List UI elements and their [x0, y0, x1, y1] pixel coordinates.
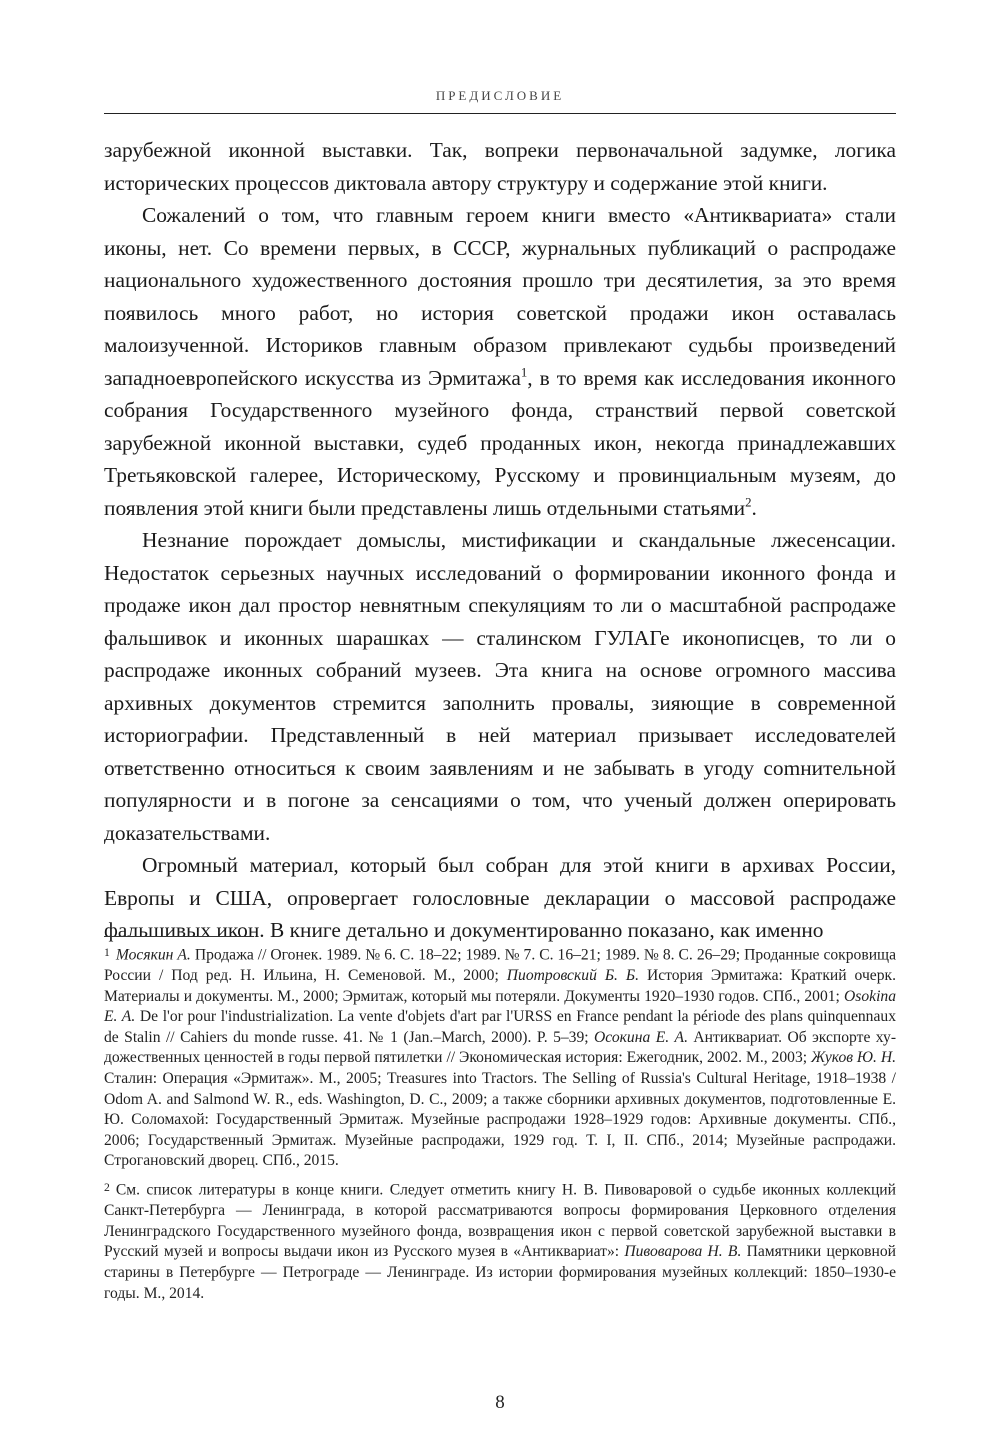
footnote-1-author-4: Осокина Е. А. — [594, 1028, 688, 1046]
page-number: 8 — [495, 1392, 505, 1413]
footnote-1-author-1: Мосякин А. — [115, 946, 191, 964]
header-rule — [104, 113, 896, 114]
paragraph-4: Огромный материал, который был собран для этой книги в архивах России, Европы и США, опровергает голословные декларации о массовой распродаже фальшивых икон. В книге детально и документированно показано, как именно — [104, 853, 896, 942]
footnote-2-text-2: Памятники церковной старины в Петербурге — Петрограде — Ленинграде. Из истории формирования музейных коллекций: 1850–1930-е годы. М., 2014. — [104, 1243, 896, 1302]
paragraph-1: зарубежной иконной выставки. Так, вопреки первоначальной задумке, логика исторических процессов диктовала автору структуру и содержание этой книги. — [104, 138, 896, 195]
footnote-1-author-2: Пиотровский Б. Б. — [506, 967, 639, 985]
paragraph-3: Незнание порождает домыслы, мистификации и скандальные лжесенсации. Недостаток серьезных научных исследований о формировании иконного фонда и продаже икон дал простор невнятным спекуляциям то ли о масштабной распродаже фальшивок и иконных шарашках — сталинском ГУЛАГе иконописцев, то ли о распродаже иконных собраний музеев. Эта книга на основе огромного массива архивных документов стремится заполнить провалы, зияющие в современной историографии. Представленный в ней материал призывает исследователей ответственно относиться к своим заявлениям и не забывать в угоду соmнительной популярности и в погоне за сенсациями о том, что ученый должен оперировать доказательствами. — [104, 528, 896, 845]
paragraph-2-part-b: , в то время как исследования иконного собрания Государственного музейного фонда, странствий первой советской зарубежной иконной выставки, судеб проданных икон, некогда принадлежавших Третьяковской галерее, Историческому, Русскому и провинциальным музеям, до появления этой книги были представлены лишь отдельными статьями — [104, 365, 896, 520]
footnote-1-text-4: Антиквариат. Об экспорте художественных ценностей в годы первой пятилетки // Экономическая история: Ежегодник, 2002. М., 2003; — [104, 1028, 897, 1067]
footnote-ref-1[interactable]: 1 — [520, 365, 528, 380]
footnote-2-text-1: См. список литературы в конце книги. Следует отметить книгу Н. В. Пивоваровой о судьбе иконных коллекций Санкт-Петербурга — Ленинграда, в которой рассматриваются вопросы формирования Церковного отделения Ленинградского Государственного музейного фонда, возвращения икон с первой советской зарубежной выставки в Русский музей и вопросы выдачи икон из Русского музея в «Антиквариат»: — [104, 1181, 896, 1261]
footnote-2-author-1: Пивоварова Н. В. — [624, 1243, 742, 1261]
footnote-2-number: 2 — [104, 1181, 110, 1195]
footnote-1-author-5: Жуков Ю. Н. — [811, 1049, 896, 1067]
running-header: ПРЕДИСЛОВИЕ — [435, 88, 565, 103]
paragraph-2 — [104, 199, 896, 524]
footnote-1-author-3: Osokina E. A. — [104, 987, 896, 1026]
footnote-1-text-1: Продажа // Огонек. 1989. № 6. С. 18–22; 1989. № 7. С. 16–21; 1989. № 8. С. 26–29; Проданные сокровища России / Под ред. Н. Ильина, Н. Семеновой. М., 2000; — [104, 946, 896, 985]
paragraph-2-part-c: . — [751, 495, 757, 520]
main-text — [104, 134, 896, 947]
footnote-1-number: 1 — [104, 946, 110, 959]
footnote-1-text-2: История Эрмитажа: Краткий очерк. Материалы и документы. М., 2000; Эрмитаж, который мы потеряли. Документы 1920–1930 годов. СПб., 2001; — [104, 967, 896, 1005]
footnote-1-text-5: Сталин: Операция «Эрмитаж». М., 2005; Treasures into Tractors. The Selling of Russia's Cultural Heritage, 1918–1938 / Odom A. and Salmond W. R., eds. Washington, D. C., 2009; а также сборники архивных документов, подготовленные Е. Ю. Соломахой: Государственный Эрмитаж. Музейные распродажи 1928–1929 годов: Архивные документы. СПб., 2006; Государственный Эрмитаж. Музейные распродажи, 1929 год. Т. I, II. СПб., 2014; Музейные распродажи. Строгановский дворец. СПб., 2015. — [104, 1070, 896, 1170]
footnotes — [104, 943, 896, 1310]
footnote-rule — [104, 936, 254, 937]
footnote-ref-2[interactable]: 2 — [745, 495, 752, 510]
paragraph-2-part-a: Сожалений о том, что главным героем книги вместо «Антиквариата» стали иконы, нет. Со времени первых, в СССР, журнальных публикаций о распродаже национального художественного достояния прошло три десятилетия, за это время появилось много работ, но история советской продажи икон оставалась малоизученной. Историков главным образом привлекают судьбы произведений западноевропейского искусства из Эрмитажа — [104, 203, 896, 390]
footnote-1-text-3: De l'or pour l'industrialization. La vente d'objets d'art par l'URSS en France pendant la période des plans quinquennaux de Stalin // Cahiers du monde russe. 41. № 1 (Jan.–March, 2000). P. 5–39; — [104, 1008, 896, 1046]
footnote-2 — [104, 1178, 896, 1304]
footnote-1 — [104, 943, 896, 1172]
